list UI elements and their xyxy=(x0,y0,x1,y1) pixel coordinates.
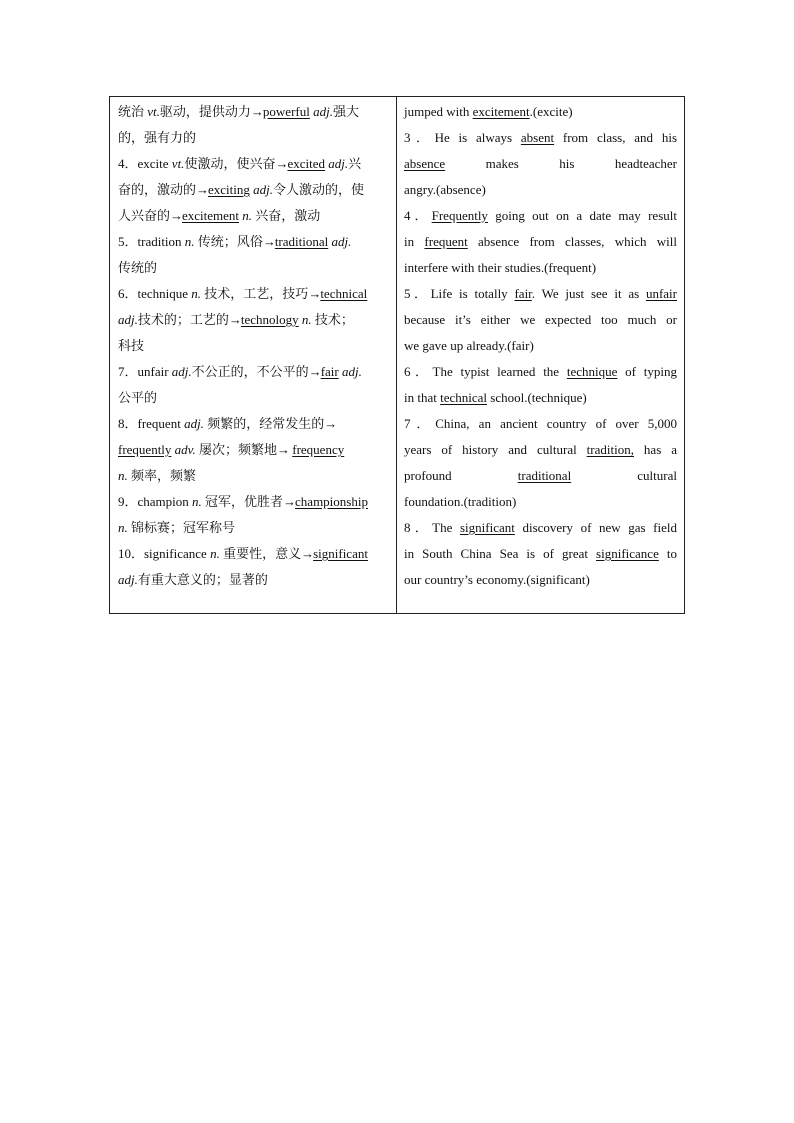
left-line xyxy=(118,567,390,593)
text-segment: in South China Sea is of great xyxy=(404,546,597,561)
text-segment: absence from classes, which will xyxy=(467,234,677,249)
part-of-speech: adj. xyxy=(328,156,349,171)
answer-word: championship xyxy=(295,494,368,509)
left-line xyxy=(118,385,390,411)
left-line xyxy=(118,359,390,385)
text-segment: 奋的，激动的 xyxy=(118,182,197,197)
part-of-speech: n. xyxy=(184,234,195,249)
text-segment: 冠军，优胜者 xyxy=(201,494,284,509)
text-segment: 驱动，提供动力 xyxy=(159,104,251,119)
text-segment: makes his headteacher xyxy=(445,156,677,171)
part-of-speech: n. xyxy=(118,468,128,483)
right-line xyxy=(404,359,677,385)
example-sentences-column xyxy=(397,97,684,613)
answer-word: fair xyxy=(320,364,339,379)
right-line xyxy=(404,541,677,567)
text-segment: 兴 xyxy=(348,156,362,171)
text-segment: to xyxy=(658,546,677,561)
text-segment: 6．The typist learned the xyxy=(404,364,567,379)
text-segment: 4． xyxy=(404,208,432,223)
answer-word: tradition, xyxy=(586,442,634,457)
right-line xyxy=(404,255,677,281)
text-segment: 7．China, an ancient country of over 5,000 xyxy=(404,416,677,431)
right-line xyxy=(404,151,677,177)
arrow-icon: → xyxy=(308,364,321,379)
answer-word: technique xyxy=(566,364,618,379)
text-segment: 科技 xyxy=(118,338,145,353)
text-segment: 使激动，使兴奋 xyxy=(184,156,276,171)
text-segment: of typing xyxy=(617,364,677,379)
text-segment: in that xyxy=(404,390,441,405)
answer-word: absent xyxy=(520,130,555,145)
answer-word: technical xyxy=(320,286,368,301)
part-of-speech: adv. xyxy=(174,442,196,457)
right-line xyxy=(404,463,677,489)
text-segment: profound xyxy=(404,468,518,483)
arrow-icon: → xyxy=(324,416,337,431)
text-segment: 传统的 xyxy=(118,260,158,275)
vocabulary-table xyxy=(109,96,685,614)
right-line xyxy=(404,177,677,203)
right-line xyxy=(404,385,677,411)
answer-word: excitement xyxy=(472,104,530,119)
text-segment: 9．champion xyxy=(118,494,193,509)
arrow-icon: → xyxy=(170,208,183,223)
text-segment: 统治 xyxy=(118,104,148,119)
left-line xyxy=(118,541,390,567)
arrow-icon: → xyxy=(277,442,289,457)
text-segment: our country’s economy.(significant) xyxy=(404,572,590,587)
arrow-icon: → xyxy=(308,286,321,301)
answer-word: frequency xyxy=(292,442,345,457)
answer-word: frequent xyxy=(424,234,468,249)
left-line xyxy=(118,281,390,307)
answer-word: technical xyxy=(440,390,488,405)
answer-word: excitement xyxy=(182,208,240,223)
text-segment: 10．significance xyxy=(118,546,211,561)
answer-word: traditional xyxy=(274,234,329,249)
text-segment: has a xyxy=(633,442,677,457)
answer-word: fair xyxy=(514,286,532,301)
text-segment: we gave up already.(fair) xyxy=(404,338,534,353)
text-segment: 技术的；工艺的 xyxy=(137,312,229,327)
text-segment: 屡次；频繁地 xyxy=(195,442,277,457)
left-line xyxy=(118,177,390,203)
text-segment: . We just see it as xyxy=(531,286,646,301)
answer-word: Frequently xyxy=(431,208,488,223)
text-segment: because it’s either we expected too much or xyxy=(404,312,677,327)
right-line xyxy=(404,567,677,593)
answer-word: significant xyxy=(313,546,368,561)
answer-word: excited xyxy=(287,156,325,171)
part-of-speech: n. xyxy=(242,208,253,223)
arrow-icon: → xyxy=(196,182,209,197)
answer-word: significance xyxy=(596,546,659,561)
part-of-speech: adj. xyxy=(313,104,333,119)
arrow-icon: → xyxy=(275,156,288,171)
text-segment: discovery of new gas field xyxy=(514,520,677,535)
right-line xyxy=(404,411,677,437)
text-segment: 重要性，意义 xyxy=(219,546,302,561)
right-line xyxy=(404,99,677,125)
left-line xyxy=(118,255,390,281)
text-segment: 频率，频繁 xyxy=(127,468,197,483)
arrow-icon: → xyxy=(262,234,275,249)
part-of-speech: adj. xyxy=(184,416,204,431)
right-line xyxy=(404,203,677,229)
text-segment: 6．technique xyxy=(118,286,192,301)
left-line xyxy=(118,125,390,151)
right-line xyxy=(404,515,677,541)
text-segment: 强大 xyxy=(332,104,359,119)
left-line xyxy=(118,151,390,177)
text-segment: from class, and his xyxy=(554,130,678,145)
text-segment: in xyxy=(404,234,425,249)
text-segment: 8．frequent xyxy=(118,416,185,431)
left-line xyxy=(118,229,390,255)
left-line xyxy=(118,411,390,437)
text-segment: .(excite) xyxy=(529,104,573,119)
text-segment: 的，强有力的 xyxy=(118,130,197,145)
text-segment: 4．excite xyxy=(118,156,172,171)
right-line xyxy=(404,281,677,307)
text-segment: 3．He is always xyxy=(404,130,521,145)
answer-word: absence xyxy=(404,156,446,171)
right-line xyxy=(404,489,677,515)
left-line xyxy=(118,307,390,333)
left-line xyxy=(118,437,390,463)
text-segment: 频繁的，经常发生的 xyxy=(203,416,325,431)
part-of-speech: n. xyxy=(191,286,202,301)
text-segment: 5．Life is totally xyxy=(404,286,515,301)
part-of-speech: adj. xyxy=(331,234,352,249)
part-of-speech: n. xyxy=(301,312,312,327)
text-segment: foundation.(tradition) xyxy=(404,494,517,509)
answer-word: frequently xyxy=(118,442,172,457)
right-line xyxy=(404,333,677,359)
text-segment: 传统；风俗 xyxy=(194,234,263,249)
arrow-icon: → xyxy=(301,546,314,561)
part-of-speech: n. xyxy=(192,494,202,509)
text-segment: 不公正的，不公平的 xyxy=(191,364,309,379)
right-line xyxy=(404,307,677,333)
arrow-icon: → xyxy=(283,494,296,509)
text-segment: 技术； xyxy=(311,312,354,327)
text-segment: 锦标赛；冠军称号 xyxy=(127,520,236,535)
left-line xyxy=(118,203,390,229)
text-segment: 公平的 xyxy=(118,390,158,405)
part-of-speech: vt. xyxy=(147,104,160,119)
part-of-speech: n. xyxy=(118,520,128,535)
text-segment: 人兴奋的 xyxy=(118,208,171,223)
text-segment: 8．The xyxy=(404,520,460,535)
right-line xyxy=(404,437,677,463)
text-segment: school.(technique) xyxy=(487,390,587,405)
text-segment: 5．tradition xyxy=(118,234,185,249)
arrow-icon: → xyxy=(250,104,263,119)
text-segment: 7．unfair xyxy=(118,364,172,379)
right-line xyxy=(404,229,677,255)
part-of-speech: n. xyxy=(210,546,220,561)
left-line xyxy=(118,515,390,541)
text-segment: years of history and cultural xyxy=(404,442,587,457)
part-of-speech: vt. xyxy=(171,156,185,171)
answer-word: exciting xyxy=(208,182,250,197)
text-segment: 令人激动的，使 xyxy=(273,182,365,197)
text-segment: jumped with xyxy=(404,104,473,119)
answer-word: traditional xyxy=(517,468,572,483)
text-segment: going out on a date may result xyxy=(487,208,677,223)
right-line xyxy=(404,125,677,151)
text-segment: 有重大意义的；显著的 xyxy=(137,572,268,587)
part-of-speech: adj. xyxy=(171,364,192,379)
left-line xyxy=(118,99,390,125)
answer-word: unfair xyxy=(645,286,677,301)
part-of-speech: adj. xyxy=(118,312,138,327)
answer-word: significant xyxy=(459,520,515,535)
answer-word: technology xyxy=(240,312,299,327)
part-of-speech: adj. xyxy=(118,572,138,587)
answer-word: powerful xyxy=(262,104,310,119)
part-of-speech: adj. xyxy=(341,364,362,379)
left-line xyxy=(118,489,390,515)
text-segment: angry.(absence) xyxy=(404,182,486,197)
text-segment: 技术，工艺，技巧 xyxy=(201,286,309,301)
text-segment: interfere with their studies.(frequent) xyxy=(404,260,597,275)
part-of-speech: adj. xyxy=(253,182,274,197)
text-segment: 兴奋，激动 xyxy=(252,208,321,223)
arrow-icon: → xyxy=(228,312,241,327)
left-line xyxy=(118,333,390,359)
text-segment: cultural xyxy=(571,468,677,483)
word-forms-column xyxy=(110,97,397,613)
left-line xyxy=(118,463,390,489)
